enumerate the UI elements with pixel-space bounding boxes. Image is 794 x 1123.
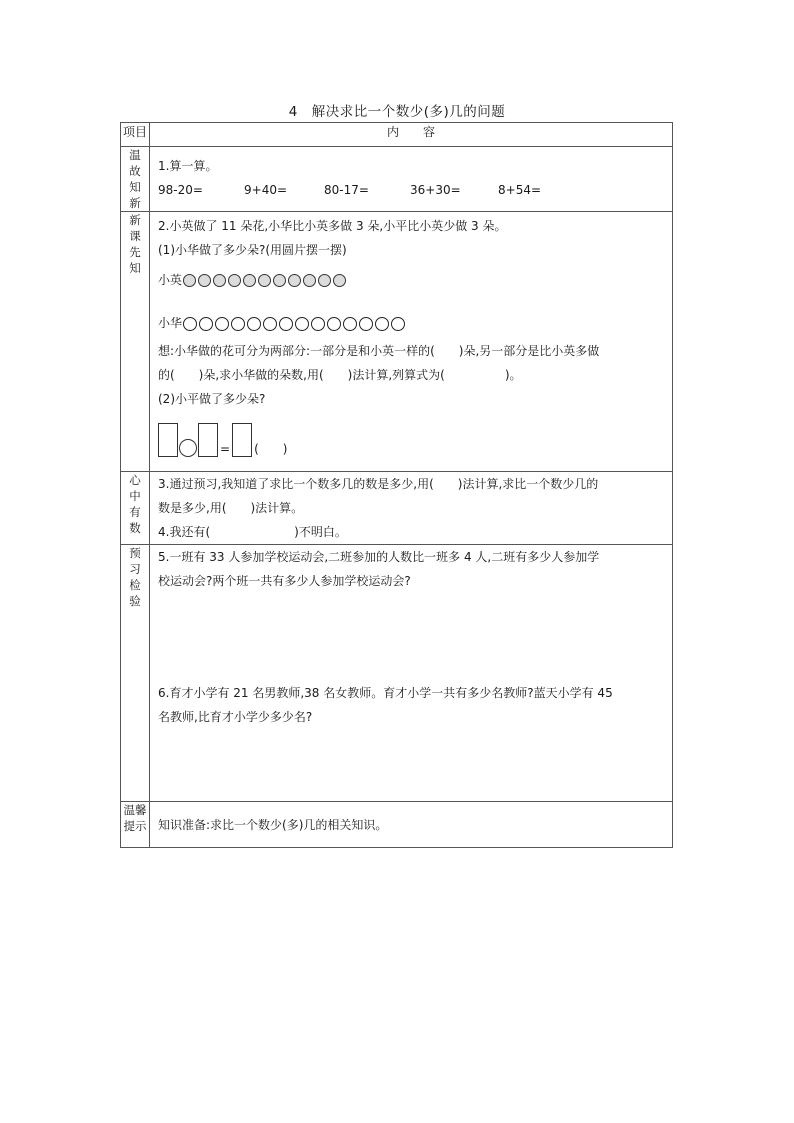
disc-filled [288,274,301,287]
expr-5: 8+54= [498,183,542,197]
disc-filled [198,274,211,287]
disc-empty [263,317,277,331]
disc-empty [215,317,229,331]
q6-line-2: 名教师,比育才小学少多少名? [158,710,313,724]
xiaohua-label: 小华 [158,316,183,330]
disc-empty [279,317,293,331]
q6-line-1: 6.育才小学有 21 名男教师,38 名女教师。育才小学一共有多少名教师?蓝天小学有 45 [158,686,613,700]
answer-box-3[interactable] [232,423,252,457]
disc-empty [343,317,357,331]
equation-boxes [158,417,664,457]
disc-filled [183,274,196,287]
disc-filled [213,274,226,287]
review-row [121,147,673,212]
expr-2: 9+40= [244,183,288,197]
disc-empty [391,317,405,331]
new-lesson-row [121,212,673,472]
expr-1: 98-20= [158,183,203,197]
q4-text: 4.我还有( )不明白。 [158,525,347,539]
disc-filled [243,274,256,287]
answer-box-2[interactable] [198,423,218,457]
disc-empty [199,317,213,331]
disc-filled [228,274,241,287]
q5-line-1: 5.一班有 33 人参加学校运动会,二班参加的人数比一班多 4 人,二班有多少人参加学 [158,550,600,564]
answer-box-1[interactable] [158,423,178,457]
disc-empty [247,317,261,331]
expr-3: 80-17= [324,183,369,197]
tips-text: 知识准备:求比一个数少(多)几的相关知识。 [158,817,388,832]
page-title: 4 解决求比一个数少(多)几的问题 [288,104,506,120]
worksheet-table [120,122,673,848]
check-row [121,545,673,802]
disc-empty [359,317,373,331]
tips-row [121,802,673,848]
header-content-cell: 内 容 [150,123,673,147]
tips-label: 温馨提示 [123,803,147,833]
q5-line-2: 校运动会?两个班一共有多少人参加学校运动会? [158,574,411,588]
think-line-1: 想:小华做的花可分为两部分:一部分是和小英一样的( )朵,另一部分是比小英多做 [158,344,600,358]
disc-empty [231,317,245,331]
mind-row [121,472,673,545]
header-row [121,123,673,147]
think-line-2: 的( )朵,求小华做的朵数,用( )法计算,列算式为( )。 [158,368,522,382]
disc-empty [327,317,341,331]
disc-empty [295,317,309,331]
xiaoying-row [158,268,664,292]
q1-text: 1.算一算。 [158,159,218,173]
header-item-cell: 项目 [121,123,150,147]
xiaohua-row [158,311,664,335]
disc-empty [375,317,389,331]
unit-parentheses: ( ) [254,442,288,456]
q2-2-text: (2)小平做了多少朵? [158,392,266,406]
check-label: 预习检验 [129,546,141,608]
review-expressions [158,178,664,202]
xiaoying-label: 小英 [158,273,183,287]
review-label: 温故知新 [129,148,141,210]
disc-filled [303,274,316,287]
new-lesson-label: 新课先知 [129,213,141,275]
disc-filled [318,274,331,287]
q2-text: 2.小英做了 11 朵花,小华比小英多做 3 朵,小平比小英少做 3 朵。 [158,219,507,233]
q3-line-1: 3.通过预习,我知道了求比一个数多几的数是多少,用( )法计算,求比一个数少几的 [158,477,599,491]
mind-label: 心中有数 [129,473,141,535]
disc-empty [311,317,325,331]
disc-filled [273,274,286,287]
xiaoying-circles [183,274,346,287]
disc-empty [183,317,197,331]
expr-4: 36+30= [410,183,461,197]
xiaohua-circles [183,317,405,331]
disc-filled [258,274,271,287]
operator-circle[interactable] [179,439,197,457]
q3-line-2: 数是多少,用( )法计算。 [158,501,304,515]
equals-sign: = [220,442,231,456]
q2-1-text: (1)小华做了多少朵?(用圆片摆一摆) [158,243,347,257]
disc-filled [333,274,346,287]
